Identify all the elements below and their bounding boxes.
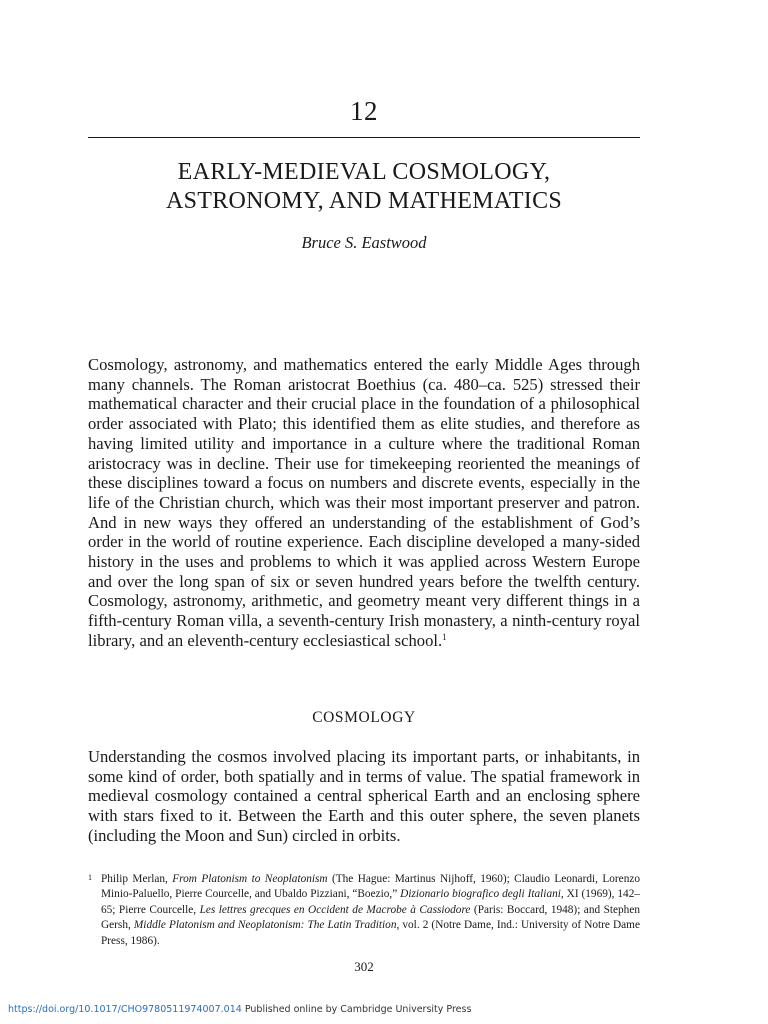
footnote-title-italic: Middle Platonism and Neoplatonism: The Latin Tradition [133,919,397,932]
paragraph-1-text: Cosmology, astronomy, and mathematics entered the early Middle Ages through many channels. The Roman aristocrat Boethius (ca. 480–ca. 525) stressed their mathematical character and their crucial place in the foundation of a philosophical order associated with Plato; this identified them as elite studies, and therefore as having limited utility and importance in a culture where the traditional Roman aristocracy was in decline. Their use for timekeeping reoriented the meanings of these disciplines toward a focus on numbers and discrete events, especially in the life of the Christian church, which was their most important preserver and patron. And in new ways they offered an understanding of the establishment of God’s order in the world of routine experience. Each discipline developed a many-sided history in the uses and problems to which it was applied across Western Europe and over the long span of six or seven hundred years before the twelfth century. Cosmology, astronomy, arithmetic, and geometry meant very different things in a fifth-century Roman villa, a seventh-century Irish monastery, a ninth-century royal library, and an eleventh-century ecclesiastical school. [88,355,640,650]
chapter-title-line-1: EARLY-MEDIEVAL COSMOLOGY, [177,159,551,185]
footnote-segment: , XI (1969), 142–65; Pierre Courcelle, [101,888,640,916]
footnote-marker: 1 [88,873,92,882]
footnote-text [88,872,640,949]
footnote-title-italic: Dizionario biografico degli Italiani [400,888,561,901]
body-paragraph-1 [88,355,640,651]
section-heading: COSMOLOGY [312,709,416,726]
publisher-note: Published online by Cambridge University Press [241,1004,472,1015]
footnote-segment: , vol. 2 (Notre Dame, Ind.: University of Notre Dame Press, 1986). [101,919,640,947]
footnote-title-italic: From Platonism to Neoplatonism [172,873,328,885]
footnote-title-italic: Les lettres grecques en Occident de Macrobe à Cassiodore [199,903,471,916]
footnote-segment: (Paris: Boccard, 1948); and Stephen Gersh, [101,903,640,932]
page-number: 302 [354,959,374,974]
footnote [88,872,640,949]
footnote-segment: Philip Merlan, [101,873,173,885]
footnote-reference[interactable]: 1 [442,631,447,642]
title-rule [88,137,640,138]
body-paragraph-2: Understanding the cosmos involved placing its important parts, or inhabitants, in some kind of order, both spatially and in terms of value. The spatial framework in medieval cosmology contained a central spherical Earth and an enclosing sphere with stars fixed to it. Between the Earth and this outer sphere, the seven planets (including the Moon and Sun) circled in orbits. [88,747,640,845]
footnote-segment: (The Hague: Martinus Nijhoff, 1960); Claudio Leonardi, Lorenzo Minio-Paluello, Pierre Courcelle, and Ubaldo Pizziani, “Boezio,” [101,873,640,901]
doi-link[interactable]: https://doi.org/10.1017/CHO9780511974007.014 [8,1004,242,1015]
chapter-title [88,158,640,216]
chapter-author: Bruce S. Eastwood [301,233,427,252]
chapter-title-line-2: ASTRONOMY, AND MATHEMATICS [165,188,563,214]
doi-footer [8,1004,471,1015]
chapter-number: 12 [350,96,378,126]
